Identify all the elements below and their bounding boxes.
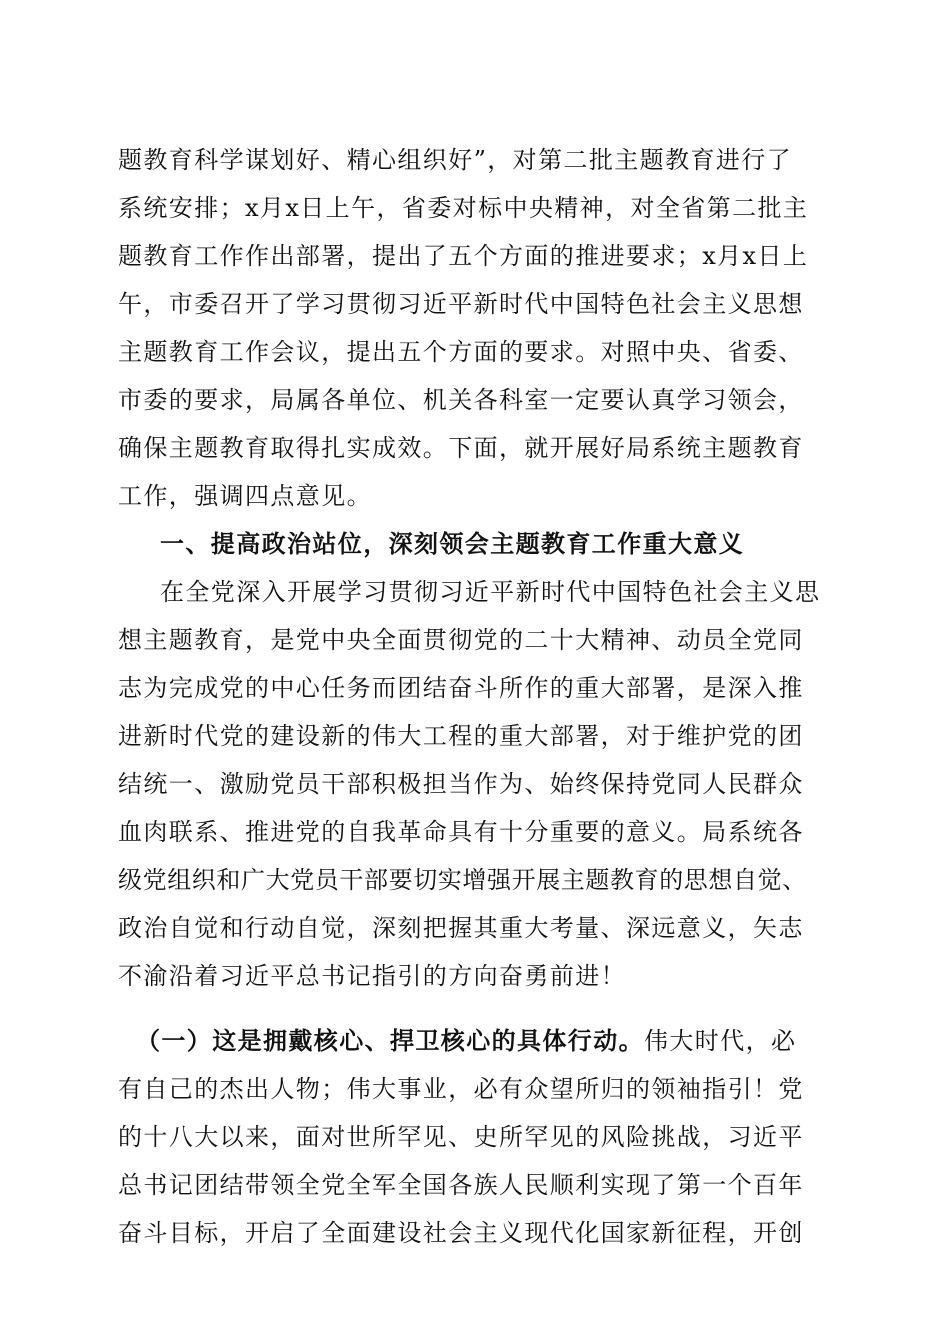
subsection-line: 总书记团结带领全党全军全国各族人民顺利实现了第一个百年	[118, 1171, 804, 1199]
intro-line: 系统安排；x月x日上午，省委对标中央精神，对全省第二批主	[118, 194, 809, 222]
subsection-first-line	[136, 1026, 796, 1056]
section-line: 结统一、激励党员干部积极担当作为、始终保持党同人民群众	[118, 770, 804, 798]
intro-line: 市委的要求，局属各单位、机关各科室一定要认真学习领会，	[118, 386, 804, 414]
intro-line: 题教育工作作出部署，提出了五个方面的推进要求；x月x日上	[118, 242, 809, 270]
section-line: 志为完成党的中心任务而团结奋斗所作的重大部署，是深入推	[118, 674, 804, 702]
section-line: 血肉联系、推进党的自我革命具有十分重要的意义。局系统各	[118, 818, 804, 846]
section-heading: 一、提高政治站位，深刻领会主题教育工作重大意义	[160, 530, 745, 558]
intro-line: 题教育科学谋划好、精心组织好”，对第二批主题教育进行了	[118, 146, 793, 174]
subsection-line: 奋斗目标，开启了全面建设社会主义现代化国家新征程，开创	[118, 1219, 804, 1247]
subsection-line: 的十八大以来，面对世所罕见、史所罕见的风险挑战，习近平	[118, 1123, 804, 1151]
intro-line: 确保主题教育取得扎实成效。下面，就开展好局系统主题教育	[118, 434, 804, 462]
intro-line: 主题教育工作会议，提出五个方面的要求。对照中央、省委、	[118, 338, 804, 366]
section-line: 级党组织和广大党员干部要切实增强开展主题教育的思想自觉、	[118, 866, 807, 894]
section-line: 想主题教育，是党中央全面贯彻党的二十大精神、动员全党同	[118, 626, 804, 654]
section-line: 在全党深入开展学习贯彻习近平新时代中国特色社会主义思	[160, 578, 821, 606]
subsection-line: 有自己的杰出人物；伟大事业，必有众望所归的领袖指引！党	[118, 1075, 804, 1103]
section-line: 政治自觉和行动自觉，深刻把握其重大考量、深远意义，矢志	[118, 914, 804, 942]
subsection-line: 伟大时代，必	[644, 1027, 797, 1055]
section-line: 不渝沿着习近平总书记指引的方向奋勇前进！	[118, 962, 626, 990]
section-line: 进新时代党的建设新的伟大工程的重大部署，对于维护党的团	[118, 722, 804, 750]
intro-line: 午，市委召开了学习贯彻习近平新时代中国特色社会主义思想	[118, 290, 804, 318]
subsection-label: （一）这是拥戴核心、捍卫核心的具体行动。	[136, 1027, 644, 1055]
intro-line: 工作，强调四点意见。	[118, 482, 372, 510]
